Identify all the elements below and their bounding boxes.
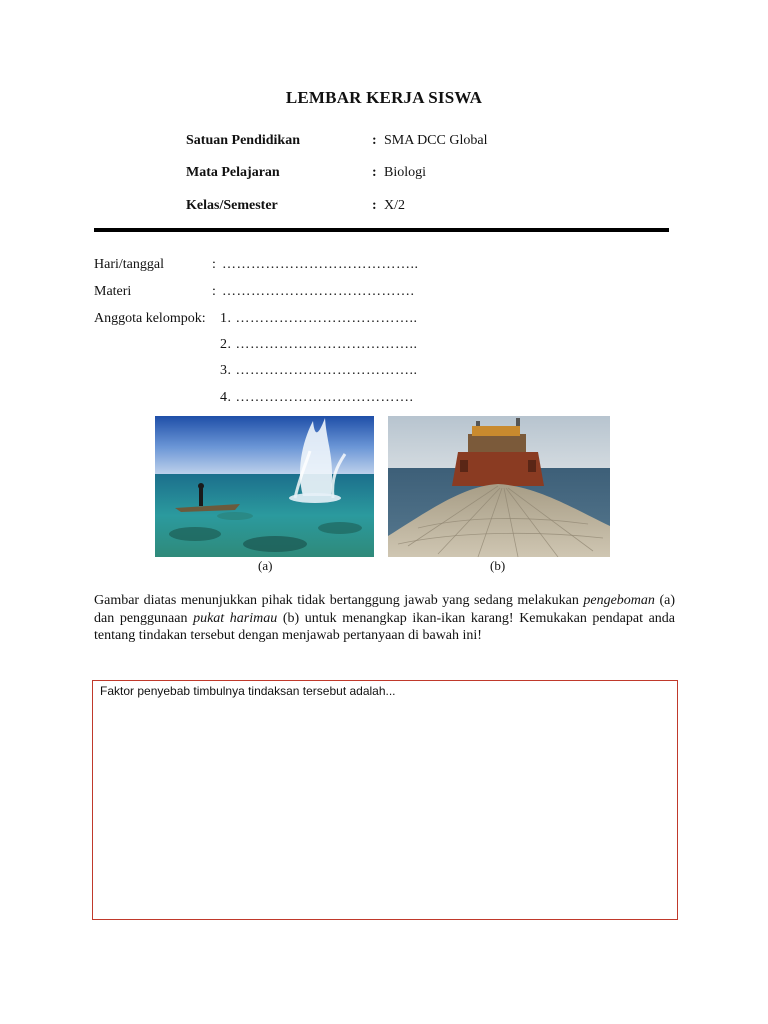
caption-a: (a) [258, 558, 273, 573]
group-member-2[interactable]: 2. ……………………………….. [220, 337, 418, 352]
term-bombing: pengeboman [583, 593, 655, 608]
worksheet-title: LEMBAR KERJA SISWA [285, 88, 483, 107]
group-member-4[interactable]: 4. ………………………………. [220, 390, 414, 405]
photo-fish-bombing [155, 416, 374, 557]
header-divider [94, 228, 669, 232]
info-label: Kelas/Semester [186, 198, 278, 213]
group-member-1[interactable]: 1. ……………………………….. [220, 311, 418, 326]
caption-b: (b) [490, 558, 506, 573]
info-value: SMA DCC Global [384, 133, 488, 148]
info-value: Biologi [384, 165, 427, 180]
date-colon: : [212, 257, 216, 272]
date-label: Hari/tanggal [94, 257, 164, 272]
info-label: Mata Pelajaran [186, 165, 280, 180]
paragraph-text-2: (a) dan penggunaan [94, 593, 675, 626]
info-label: Satuan Pendidikan [186, 133, 300, 148]
term-trawl: pukat harimau [193, 610, 278, 626]
topic-label: Materi [94, 284, 132, 299]
date-dots[interactable]: ………………………………….. [222, 257, 419, 272]
info-value: X/2 [384, 198, 405, 213]
group-label: Anggota kelompok: [94, 311, 206, 326]
paragraph-text-3: (b) untuk menangkap ikan-ikan karang! Kemukakan pendapat anda tentang tindakan tersebut dengan menjawab pertanyaan di bawah ini! [94, 610, 675, 643]
answer-prompt: Faktor penyebab timbulnya tindaksan tersebut adalah... [100, 684, 396, 698]
answer-box[interactable] [92, 680, 678, 920]
paragraph-text-1: Gambar diatas menunjukkan pihak tidak bertanggung jawab yang sedang melakukan [94, 593, 584, 608]
group-member-3[interactable]: 3. ……………………………….. [220, 363, 418, 378]
info-colon: : [372, 165, 377, 180]
info-colon: : [372, 133, 377, 148]
instruction-paragraph [94, 592, 675, 645]
topic-dots[interactable]: …………………………………. [222, 284, 415, 299]
topic-colon: : [212, 284, 216, 299]
photo-trawl-net [388, 416, 610, 557]
info-colon: : [372, 198, 377, 213]
